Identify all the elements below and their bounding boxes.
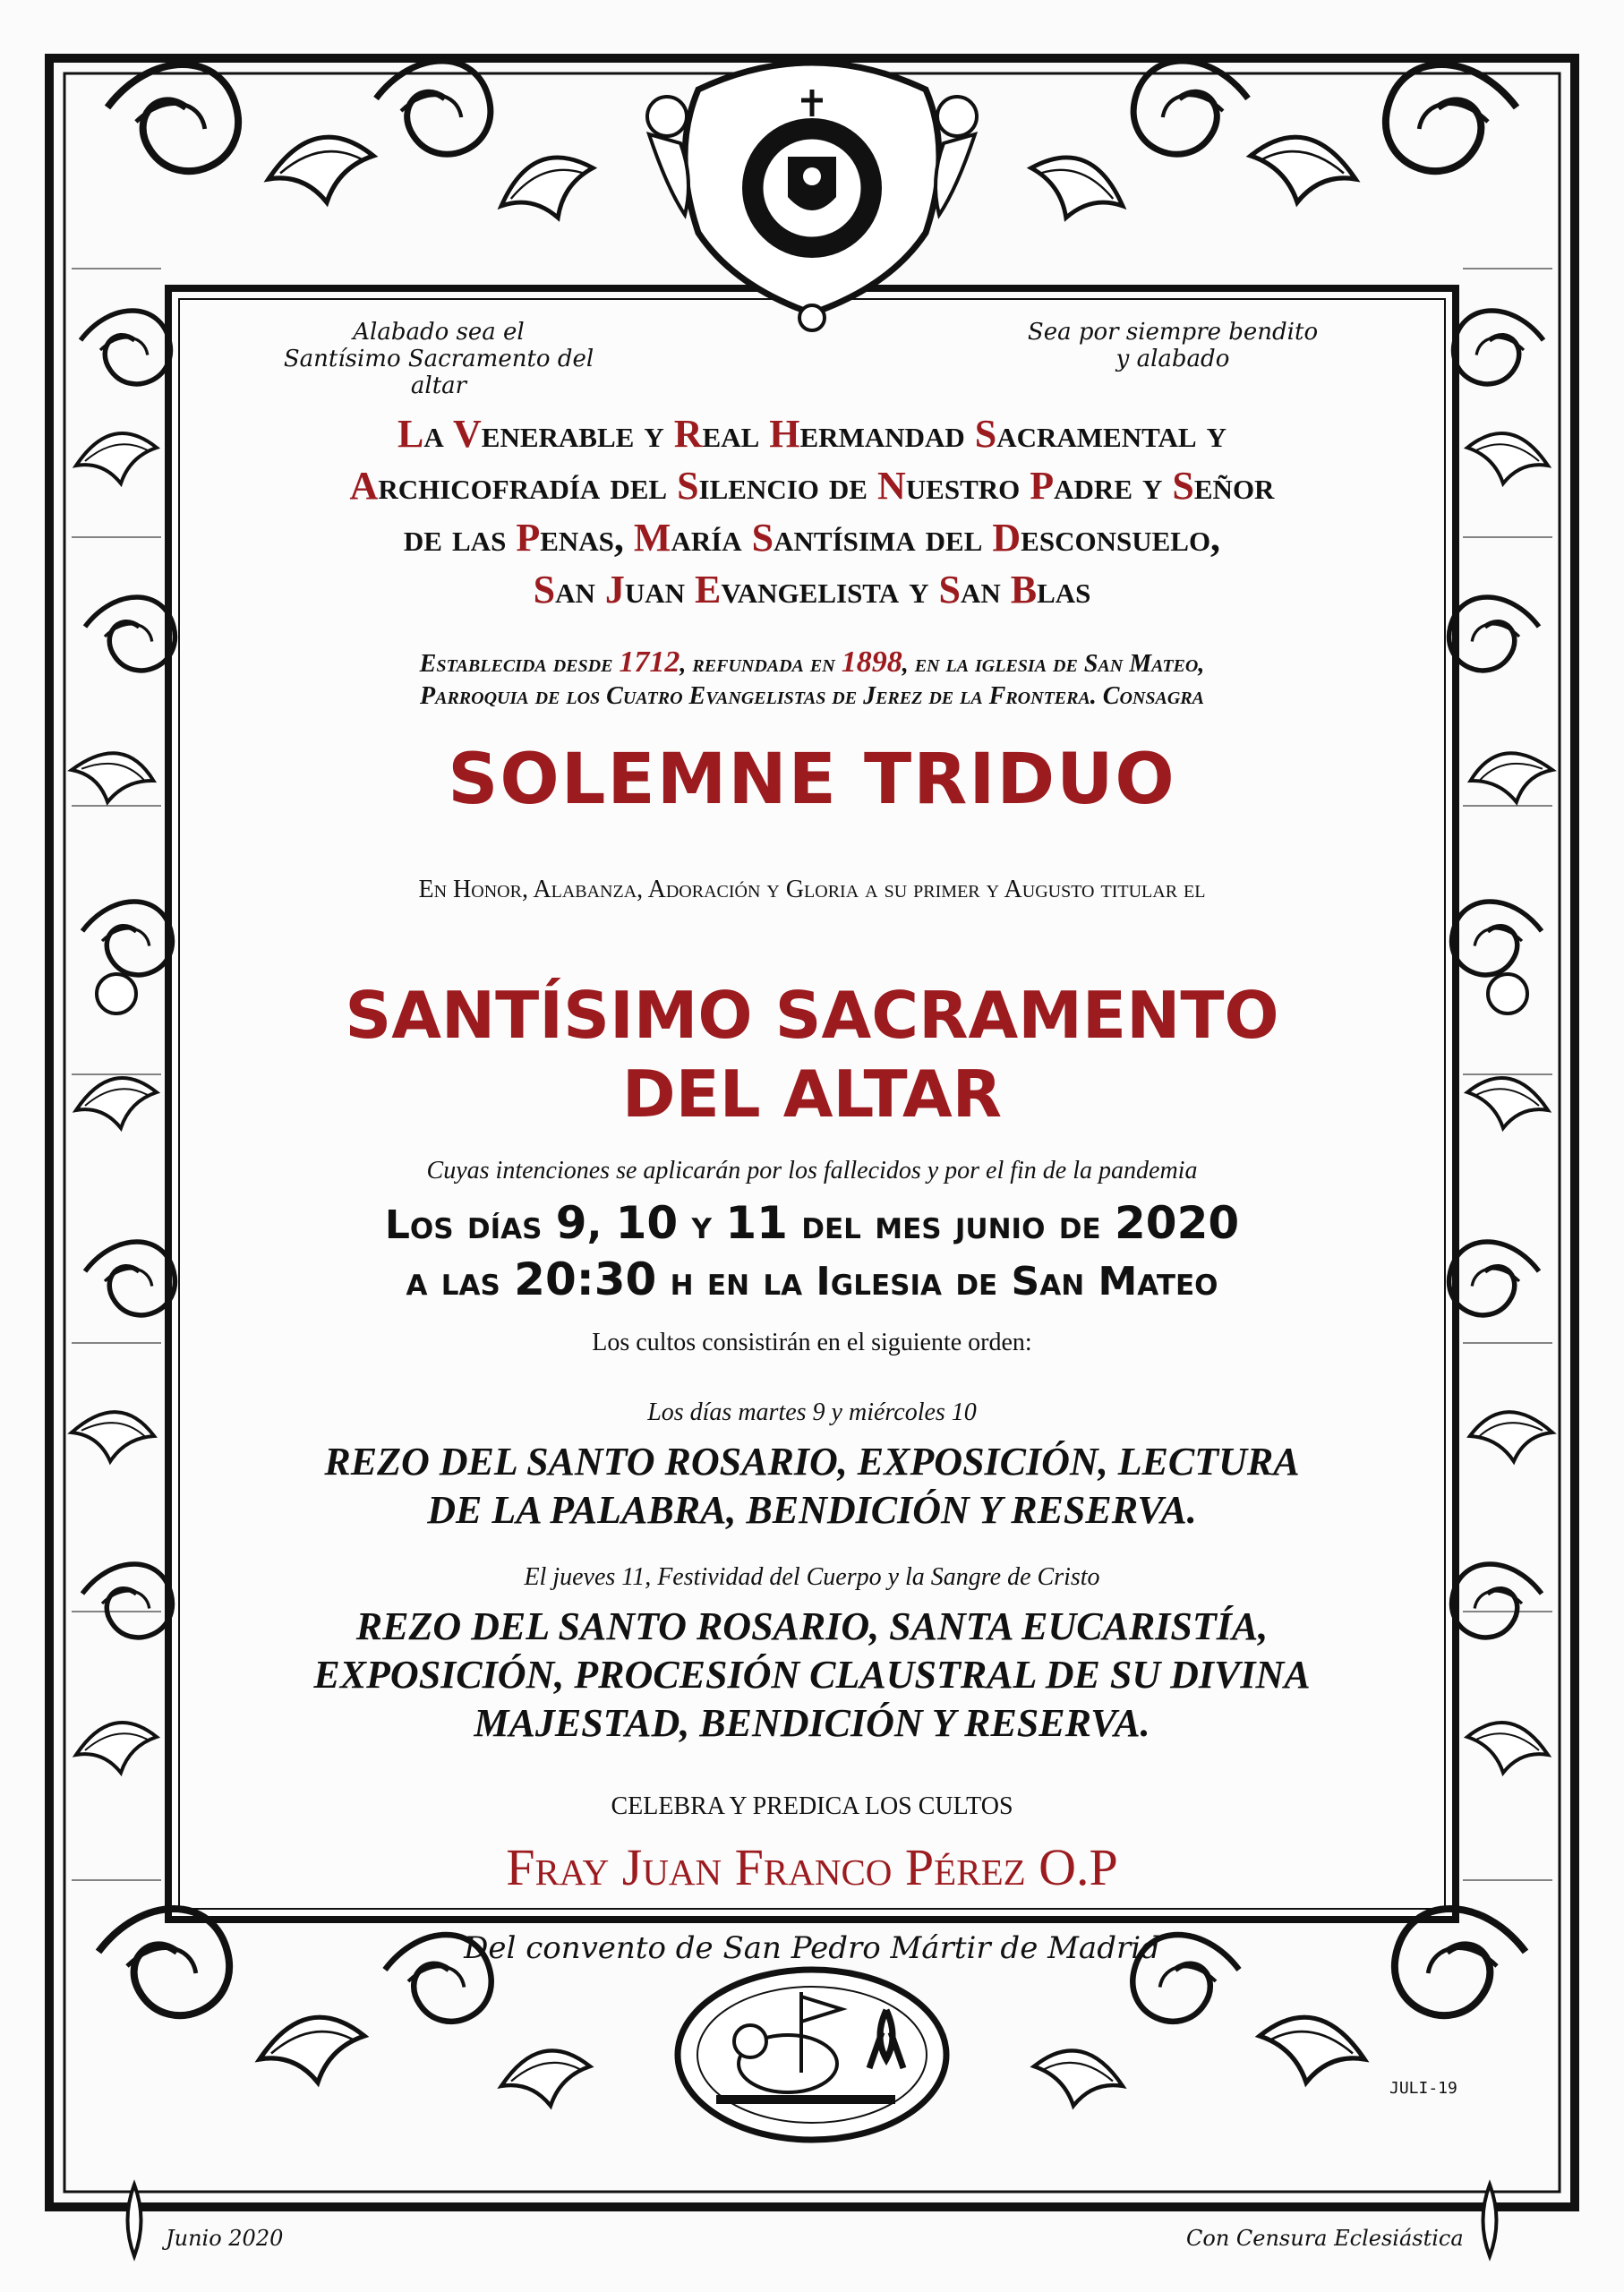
brotherhood-line: Archicofradía del Silencio de Nuestro Padre y Señor [349,464,1275,508]
brotherhood-line: San Juan Evangelista y San Blas [533,568,1091,611]
celebrant-intro: CELEBRA Y PREDICA LOS CULTOS [611,1792,1013,1820]
artist-signature: JULI-19 [1389,2079,1457,2098]
intentions-line: Cuyas intenciones se aplicarán por los fallecidos y por el fin de la pandemia [426,1157,1198,1184]
event-title: SOLEMNE TRIDUO [448,740,1176,820]
dates-block: Los días 9, 10 y 11 del mes junio de 2020 a las 20:30 h en la Iglesia de San Mateo [384,1197,1240,1305]
day-group-1-days: Los días martes 9 y miércoles 10 [647,1398,977,1426]
year-founded: 1712 [619,646,680,679]
motto-left: Alabado sea el Santísimo Sacramento del altar [283,319,594,399]
establishment-text: Establecida desde 1712, refundada en 1898, en la iglesia de San Mateo, Parroquia de los Cuatro Evangelistas de Jerez de la Frontera. Consagra [419,646,1205,710]
convent-line: Del convento de San Pedro Mártir de Madrid [464,1930,1160,1966]
year-refounded: 1898 [841,646,902,679]
honor-line: En Honor, Alabanza, Adoración y Gloria a su primer y Augusto titular el [418,876,1206,903]
footer-censorship: Con Censura Eclesiástica [1186,2226,1464,2251]
day-group-1-rites: REZO DEL SANTO ROSARIO, EXPOSICIÓN, LECTURA DE LA PALABRA, BENDICIÓN Y RESERVA. [324,1440,1300,1532]
order-intro: Los cultos consistirán en el siguiente orden: [592,1329,1032,1356]
celebrant-name: Fray Juan Franco Pérez O.P [506,1838,1118,1896]
titular-name: SANTÍSIMO SACRAMENTO DEL ALTAR [345,978,1279,1132]
brotherhood-line: La Venerable y Real Hermandad Sacramental y [397,412,1227,456]
brotherhood-name [260,408,1364,616]
footer-date: Junio 2020 [166,2226,284,2251]
day-group-2-days: El jueves 11, Festividad del Cuerpo y la Sangre de Cristo [524,1563,1100,1591]
motto-right: Sea por siempre bendito y alabado [1027,319,1319,372]
lamb-emblem [678,1970,946,2140]
day-group-2-rites: REZO DEL SANTO ROSARIO, SANTA EUCARISTÍA, EXPOSICIÓN, PROCESIÓN CLAUSTRAL DE SU DIVINA MAJESTAD, BENDICIÓN Y RESERVA. [313,1604,1311,1745]
brotherhood-line: de las Penas, María Santísima del Desconsuelo, [403,516,1221,560]
